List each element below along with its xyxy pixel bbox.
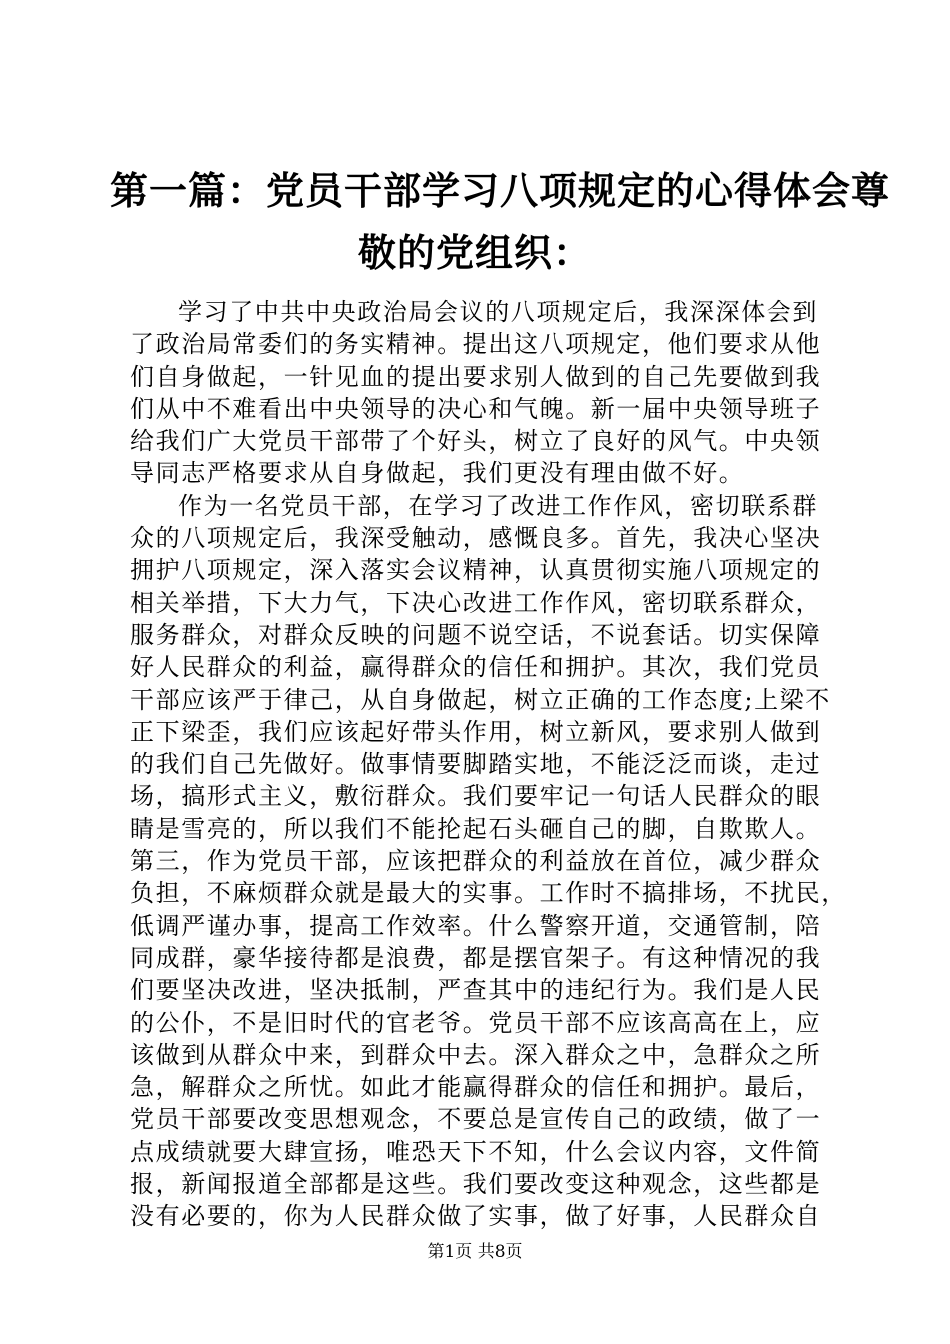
text-line: 服务群众，对群众反映的问题不说空话，不说套话。切实保障 xyxy=(130,620,822,649)
text-line: 急，解群众之所忧。如此才能赢得群众的信任和拥护。最后， xyxy=(130,1073,822,1102)
title-line: 第一篇：党员干部学习八项规定的心得体会尊 xyxy=(110,169,891,213)
text-line: 第三，作为党员干部，应该把群众的利益放在首位，减少群众 xyxy=(130,847,822,876)
title-line: 敬的党组织： xyxy=(357,231,592,275)
text-line: 们从中不难看出中央领导的决心和气魄。新一届中央领导班子 xyxy=(130,394,822,423)
text-line: 学习了中共中央政治局会议的八项规定后，我深深体会到 xyxy=(178,298,818,326)
text-line: 负担，不麻烦群众就是最大的实事。工作时不搞排场，不扰民， xyxy=(130,879,847,908)
text-line: 的公仆，不是旧时代的官老爷。党员干部不应该高高在上，应 xyxy=(130,1008,822,1037)
text-line: 同成群，豪华接待都是浪费，都是摆官架子。有这种情况的我 xyxy=(130,943,822,972)
text-line: 的我们自己先做好。做事情要脚踏实地，不能泛泛而谈，走过 xyxy=(130,750,822,779)
document-title xyxy=(110,160,891,284)
page-number-footer: 第1页 共8页 xyxy=(427,1242,523,1262)
text-line: 睛是雪亮的，所以我们不能抡起石头砸自己的脚，自欺欺人。 xyxy=(130,814,822,843)
text-line: 正下梁歪，我们应该起好带头作用，树立新风，要求别人做到 xyxy=(130,717,822,746)
text-line: 了政治局常委们的务实精神。提出这八项规定，他们要求从他 xyxy=(130,330,822,359)
text-line: 好人民群众的利益，赢得群众的信任和拥护。其次，我们党员 xyxy=(130,653,822,682)
text-line: 给我们广大党员干部带了个好头，树立了良好的风气。中央领 xyxy=(130,427,822,456)
text-line: 场，搞形式主义，敷衍群众。我们要牢记一句话人民群众的眼 xyxy=(130,782,822,811)
text-line: 党员干部要改变思想观念，不要总是宣传自己的政绩，做了一 xyxy=(130,1105,822,1134)
text-line: 报，新闻报道全部都是这些。我们要改变这种观念，这些都是 xyxy=(130,1170,822,1199)
text-line: 干部应该严于律己，从自身做起，树立正确的工作态度;上梁不 xyxy=(130,685,831,714)
text-line: 没有必要的，你为人民群众做了实事，做了好事，人民群众自 xyxy=(130,1202,822,1231)
text-line: 点成绩就要大肆宣扬，唯恐天下不知，什么会议内容，文件简 xyxy=(130,1137,822,1166)
document-body xyxy=(130,296,847,1233)
text-line: 们自身做起，一针见血的提出要求别人做到的自己先要做到我 xyxy=(130,362,822,391)
text-line: 该做到从群众中来，到群众中去。深入群众之中，急群众之所 xyxy=(130,1040,822,1069)
paragraph-2 xyxy=(130,490,847,1233)
text-line: 低调严谨办事，提高工作效率。什么警察开道，交通管制，陪 xyxy=(130,911,822,940)
text-line: 众的八项规定后，我深受触动，感慨良多。首先，我决心坚决 xyxy=(130,524,822,553)
paragraph-1 xyxy=(130,296,830,490)
text-line: 导同志严格要求从自身做起，我们更没有理由做不好。 xyxy=(130,459,745,488)
text-line: 相关举措，下大力气，下决心改进工作作风，密切联系群众， xyxy=(130,588,822,617)
text-line: 拥护八项规定，深入落实会议精神，认真贯彻实施八项规定的 xyxy=(130,556,822,585)
text-line: 作为一名党员干部，在学习了改进工作作风，密切联系群 xyxy=(178,491,818,520)
text-line: 们要坚决改进，坚决抵制，严查其中的违纪行为。我们是人民 xyxy=(130,976,822,1005)
